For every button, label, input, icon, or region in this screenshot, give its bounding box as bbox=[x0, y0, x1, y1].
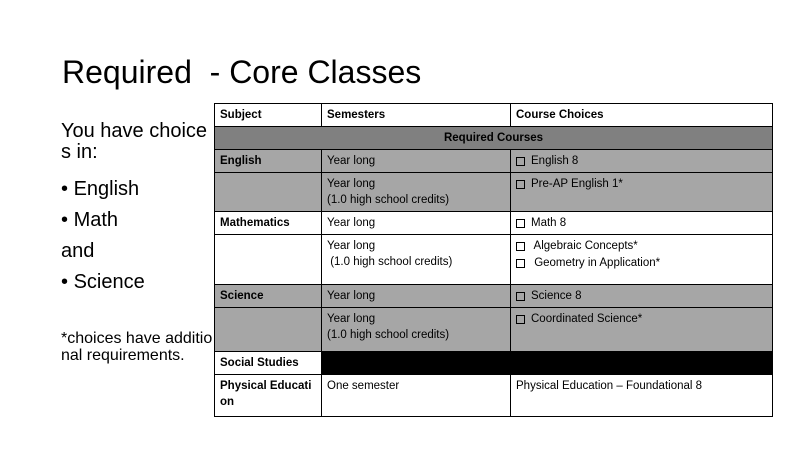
required-courses-row bbox=[215, 127, 773, 150]
choice-cell bbox=[511, 352, 773, 375]
subject-cell bbox=[215, 308, 322, 352]
subject-cell bbox=[215, 235, 322, 285]
subject-cell: Science bbox=[215, 285, 322, 308]
choice-label: Pre-AP English 1* bbox=[531, 178, 623, 190]
table-row bbox=[215, 173, 773, 212]
choice-label: Coordinated Science* bbox=[531, 313, 643, 325]
semester-line: Year long bbox=[327, 240, 376, 252]
semester-cell bbox=[322, 173, 511, 212]
choice-cell bbox=[511, 235, 773, 285]
bullet-label: Science bbox=[73, 271, 145, 293]
bullet-label: Math bbox=[73, 209, 119, 231]
header-course-choices: Course Choices bbox=[511, 104, 773, 127]
slide-title: Required - Core Classes bbox=[62, 54, 422, 90]
table-header-row bbox=[215, 104, 773, 127]
table-row bbox=[215, 235, 773, 285]
choice-cell bbox=[511, 212, 773, 235]
bullet-science: • Science bbox=[61, 271, 145, 293]
table-row bbox=[215, 352, 773, 375]
table-row bbox=[215, 150, 773, 173]
choice-cell bbox=[511, 150, 773, 173]
choice-label: English 8 bbox=[531, 155, 579, 167]
semester-credits: (1.0 high school credits) bbox=[327, 256, 453, 268]
required-courses-label: Required Courses bbox=[215, 127, 773, 150]
semester-cell: One semester bbox=[322, 375, 511, 417]
intro-text: You have choices in: bbox=[61, 121, 208, 163]
choice-label: Science 8 bbox=[531, 290, 582, 302]
checkbox-icon bbox=[516, 292, 525, 301]
bullet-math: • Math bbox=[61, 209, 119, 231]
checkbox-icon bbox=[516, 242, 525, 251]
table-row bbox=[215, 285, 773, 308]
semester-credits: (1.0 high school credits) bbox=[327, 329, 450, 341]
header-semesters: Semesters bbox=[322, 104, 511, 127]
choice-cell bbox=[511, 308, 773, 352]
choice-label: Geometry in Application* bbox=[531, 257, 661, 269]
semester-cell: Year long bbox=[322, 150, 511, 173]
semester-cell bbox=[322, 352, 511, 375]
checkbox-icon bbox=[516, 219, 525, 228]
choices-text bbox=[61, 121, 213, 298]
checkbox-icon bbox=[516, 315, 525, 324]
choice-cell: Physical Education – Foundational 8 bbox=[511, 375, 773, 417]
checkbox-icon bbox=[516, 180, 525, 189]
subject-cell: Mathematics bbox=[215, 212, 322, 235]
bullet-label: English bbox=[73, 178, 140, 200]
subject-cell: Social Studies bbox=[215, 352, 322, 375]
semester-line: Year long bbox=[327, 313, 376, 325]
core-classes-table bbox=[214, 103, 773, 417]
subject-cell: Physical Education bbox=[215, 375, 322, 417]
choice-label: Math 8 bbox=[531, 217, 567, 229]
bullet-english: • English bbox=[61, 178, 140, 200]
and-text: and bbox=[61, 240, 95, 262]
table-row bbox=[215, 212, 773, 235]
semester-line: Year long bbox=[327, 178, 376, 190]
semester-cell: Year long bbox=[322, 212, 511, 235]
choice-cell bbox=[511, 173, 773, 212]
semester-credits: (1.0 high school credits) bbox=[327, 194, 450, 206]
semester-cell: Year long bbox=[322, 285, 511, 308]
checkbox-icon bbox=[516, 157, 525, 166]
subject-cell bbox=[215, 173, 322, 212]
table-row bbox=[215, 308, 773, 352]
header-subject: Subject bbox=[215, 104, 322, 127]
semester-cell bbox=[322, 235, 511, 285]
semester-cell bbox=[322, 308, 511, 352]
table-row bbox=[215, 375, 773, 417]
choice-label: Algebraic Concepts* bbox=[531, 240, 638, 252]
choice-cell bbox=[511, 285, 773, 308]
checkbox-icon bbox=[516, 259, 525, 268]
footnote-text: *choices have additional requirements. bbox=[61, 330, 213, 364]
subject-cell: English bbox=[215, 150, 322, 173]
